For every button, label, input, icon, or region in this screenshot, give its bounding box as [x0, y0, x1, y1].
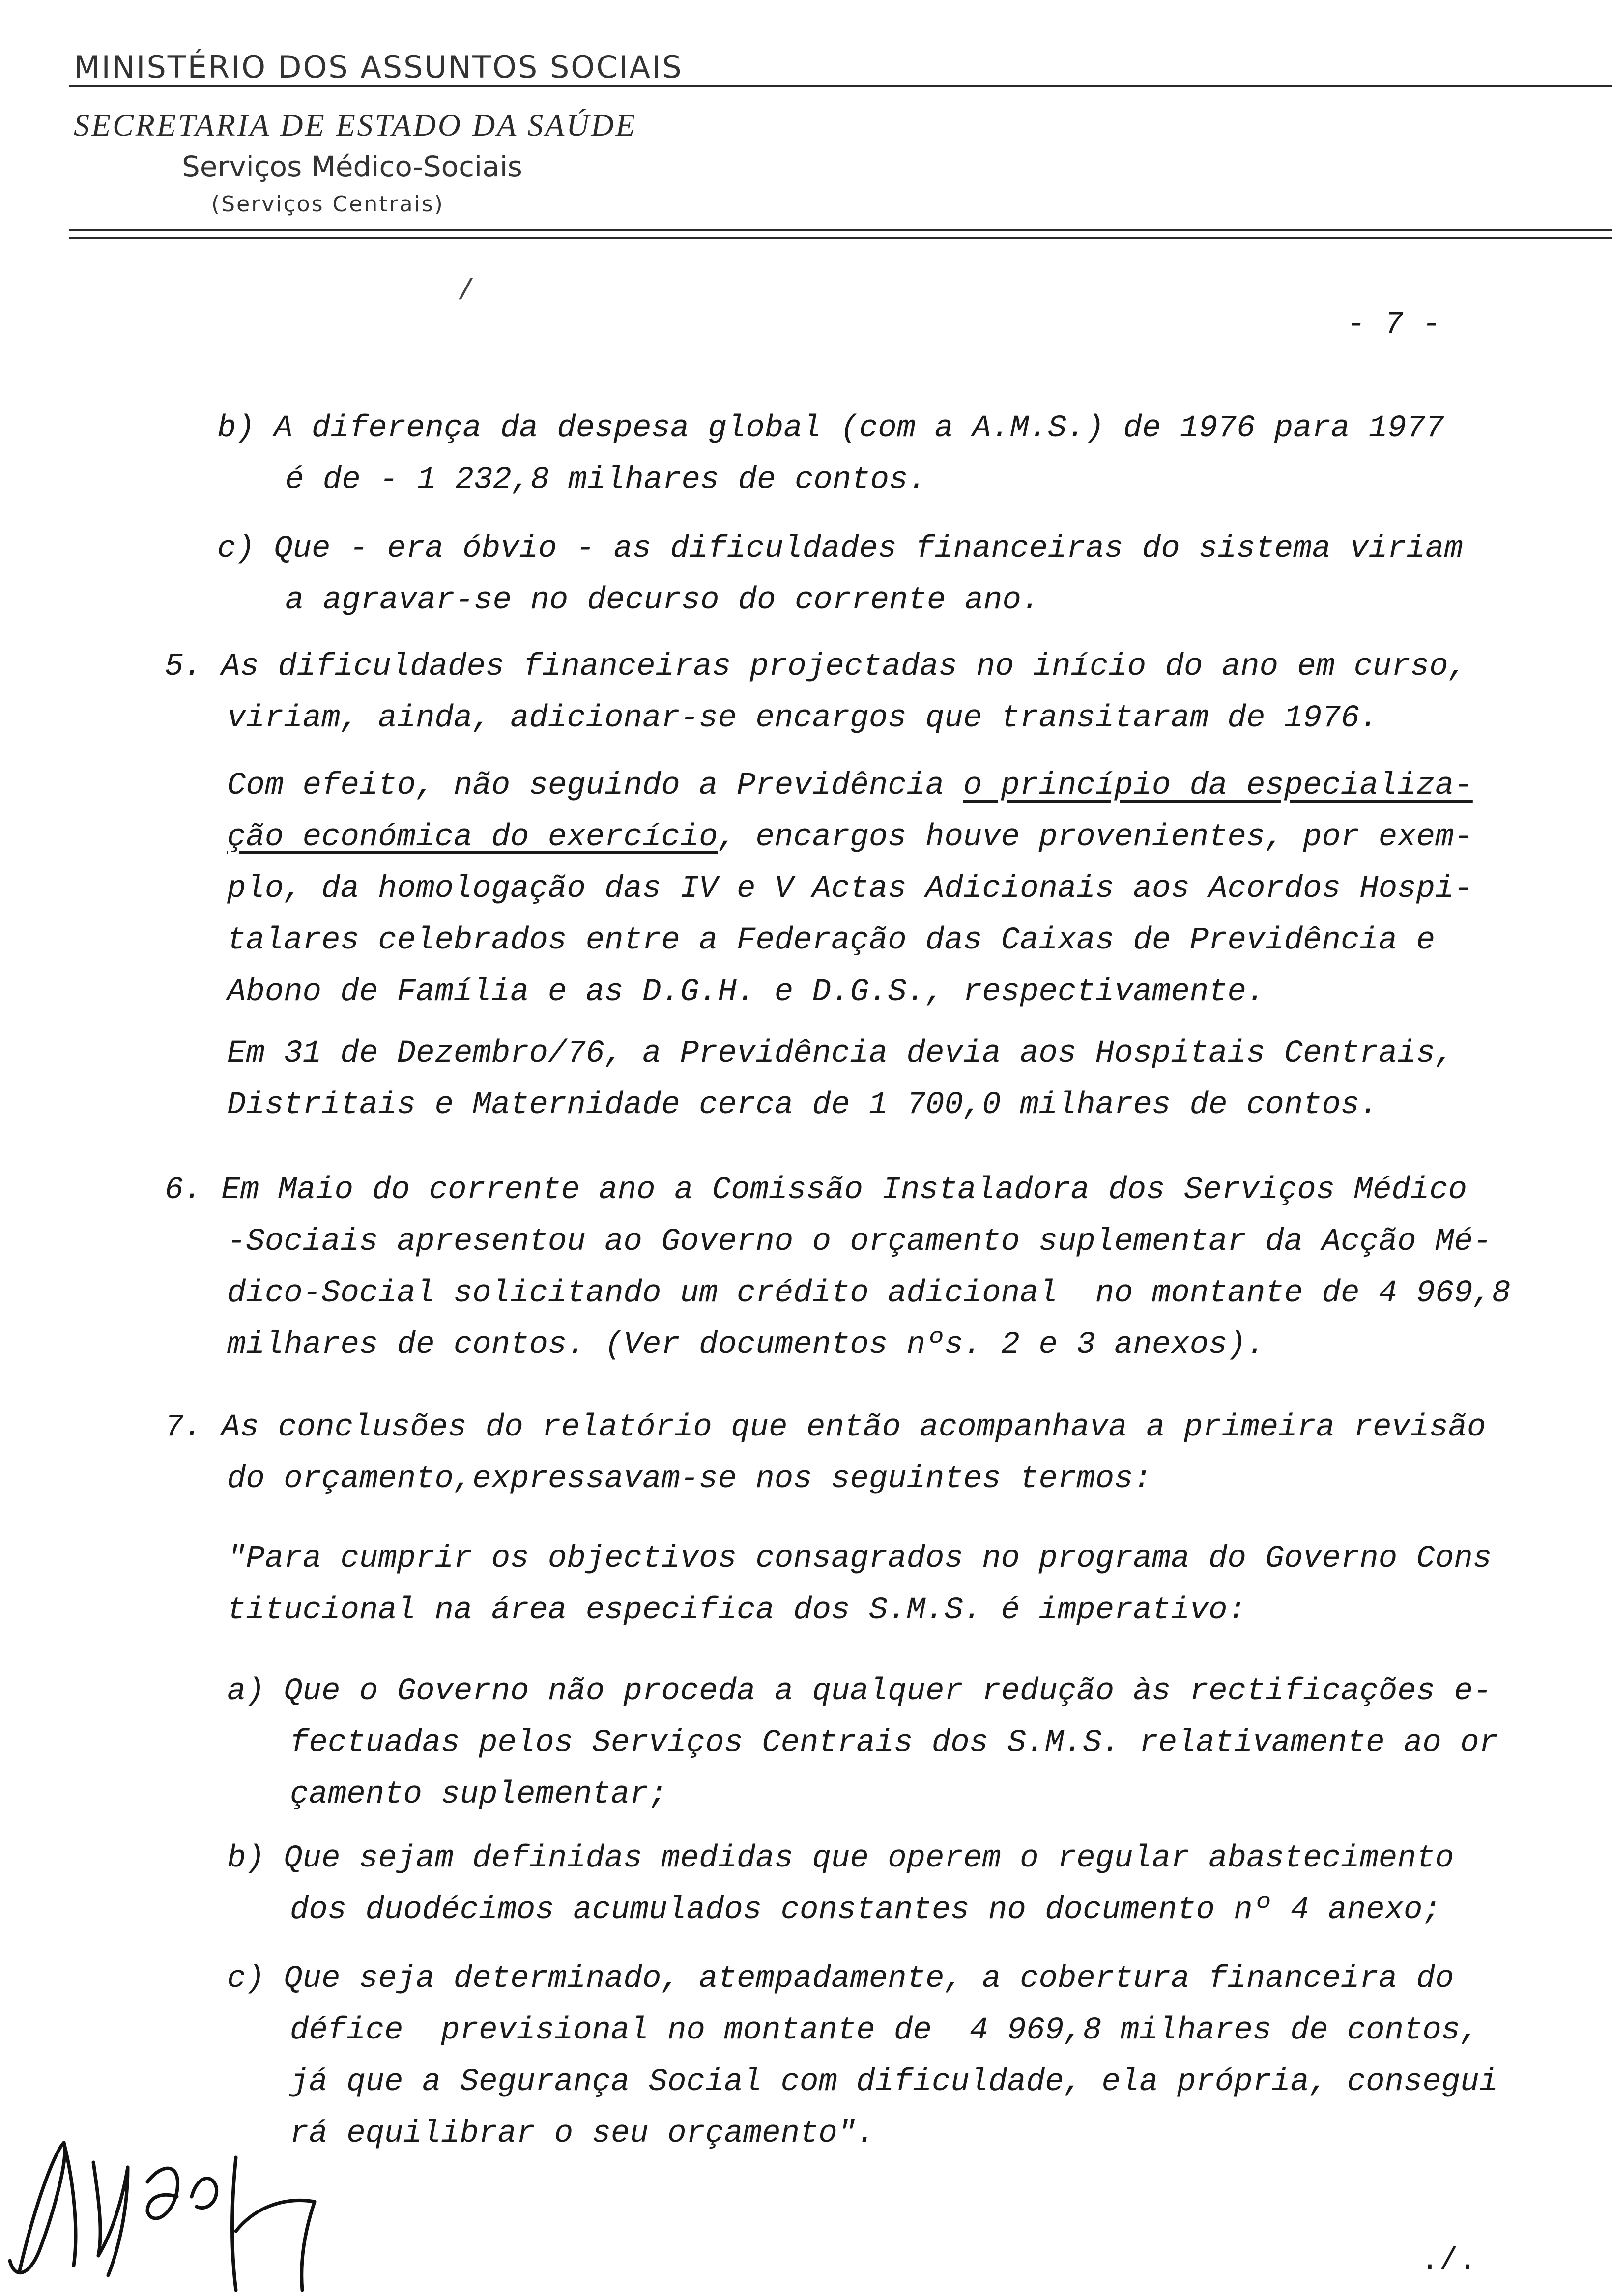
quote-a-line-3: çamento suplementar;: [290, 1777, 668, 1812]
paragraph-5c-line-1: Em 31 de Dezembro/76, a Previdência devia aos Hospitais Centrais,: [227, 1036, 1454, 1071]
quote-c-line-2: défice previsional no montante de 4 969,8 milhares de contos,: [290, 2013, 1479, 2048]
quote-line-1: "Para cumprir os objectivos consagrados no programa do Governo Cons: [227, 1541, 1492, 1577]
quote-a-line-1: a) Que o Governo não proceda a qualquer redução às rectificações e-: [227, 1674, 1492, 1709]
item-b-line-2: é de - 1 232,8 milhares de contos.: [285, 462, 927, 498]
paragraph-5b-line-1: [227, 770, 1473, 802]
quote-c-line-4: rá equilibrar o seu orçamento".: [290, 2116, 875, 2152]
stray-mark: /: [457, 275, 475, 309]
quote-b-line-2: dos duodécimos acumulados constantes no documento nº 4 anexo;: [290, 1893, 1441, 1928]
page-number: - 7 -: [1347, 307, 1441, 343]
item-c-line-1: c) Que - era óbvio - as dificuldades financeiras do sistema viriam: [217, 531, 1463, 567]
paragraph-5-line-1: 5. As dificuldades financeiras projectadas no início do ano em curso,: [165, 649, 1468, 685]
quote-c-line-1: c) Que seja determinado, atempadamente, a cobertura financeira do: [227, 1961, 1454, 1997]
underlined-phrase-1: o princípio da especializa-: [963, 768, 1473, 804]
paragraph-6-line-2: -Sociais apresentou ao Governo o orçamento suplementar da Acção Mé-: [227, 1224, 1492, 1260]
ministry-heading: MINISTÉRIO DOS ASSUNTOS SOCIAIS: [74, 49, 683, 85]
item-b-line-1: b) A diferença da despesa global (com a A.M.S.) de 1976 para 1977: [217, 411, 1444, 446]
paragraph-5b-line-1-text: Com efeito, não seguindo a Previdência: [227, 768, 963, 804]
header-double-rule-top: [69, 229, 1612, 231]
quote-a-line-2: fectuadas pelos Serviços Centrais dos S.M.S. relativamente ao or: [290, 1725, 1498, 1761]
item-c-line-2: a agravar-se no decurso do corrente ano.: [285, 583, 1040, 618]
quote-b-line-1: b) Que sejam definidas medidas que operem o regular abastecimento: [227, 1841, 1454, 1876]
paragraph-6-line-3: dico-Social solicitando um crédito adicional no montante de 4 969,8: [227, 1276, 1511, 1311]
paragraph-7-line-1: 7. As conclusões do relatório que então acompanhava a primeira revisão: [165, 1410, 1486, 1445]
paragraph-5b-line-3: plo, da homologação das IV e V Actas Adicionais aos Acordos Hospi-: [227, 871, 1473, 907]
paragraph-5b-line-2-text: , encargos houve provenientes, por exem-: [718, 820, 1473, 855]
paragraph-5b-line-5: Abono de Família e as D.G.H. e D.G.S., respectivamente.: [227, 975, 1266, 1010]
servicos-heading: Serviços Médico-Sociais: [182, 150, 523, 183]
underlined-phrase-2: ção económica do exercício: [227, 820, 718, 855]
handwritten-signature: [0, 2084, 344, 2296]
header-double-rule-bottom: [69, 237, 1612, 239]
paragraph-5c-line-2: Distritais e Maternidade cerca de 1 700,0 milhares de contos.: [227, 1088, 1379, 1123]
continuation-mark: ./.: [1420, 2243, 1477, 2279]
paragraph-5b-line-4: talares celebrados entre a Federação das Caixas de Previdência e: [227, 923, 1435, 958]
paragraph-7-line-2: do orçamento,expressavam-se nos seguintes termos:: [227, 1462, 1152, 1497]
quote-c-line-3: já que a Segurança Social com dificuldade, ela própria, consegui: [290, 2065, 1498, 2100]
servicos-centrais-heading: (Serviços Centrais): [211, 192, 444, 217]
quote-line-2: titucional na área especifica dos S.M.S. é imperativo:: [227, 1593, 1246, 1628]
header-rule: [69, 85, 1612, 87]
paragraph-5-line-2: viriam, ainda, adicionar-se encargos que transitaram de 1976.: [227, 701, 1379, 736]
paragraph-6-line-1: 6. Em Maio do corrente ano a Comissão Instaladora dos Serviços Médico: [165, 1173, 1468, 1208]
secretaria-heading: SECRETARIA DE ESTADO DA SAÚDE: [74, 108, 637, 143]
paragraph-5b-line-2: [227, 822, 1473, 853]
paragraph-6-line-4: milhares de contos. (Ver documentos nºs. 2 e 3 anexos).: [227, 1327, 1266, 1363]
